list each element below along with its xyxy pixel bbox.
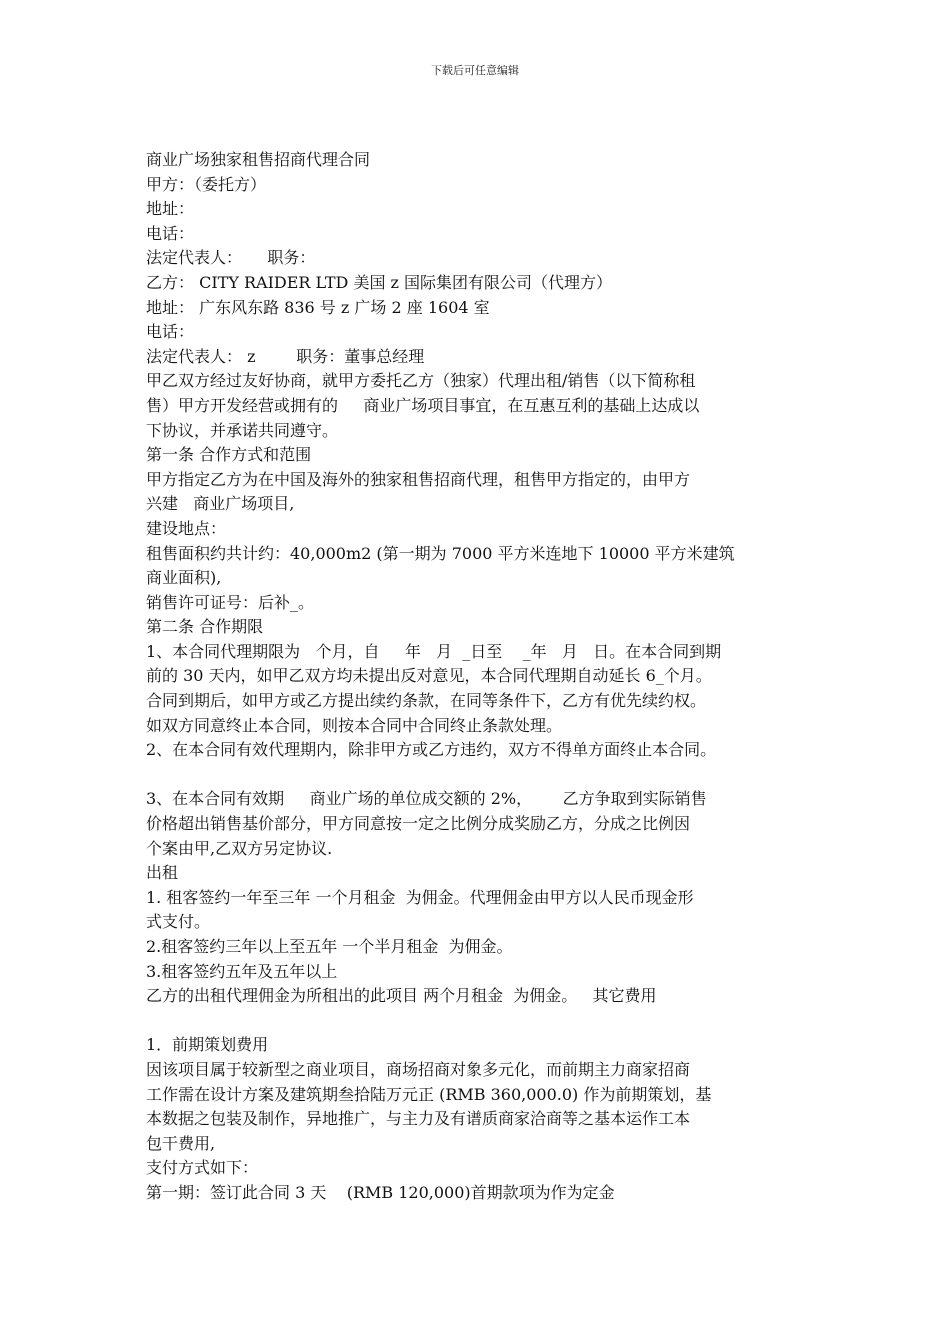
document-line: 地址： [146, 199, 195, 219]
document-line: 甲方指定乙方为在中国及海外的独家租售招商代理，租售甲方指定的，由甲方 [146, 469, 691, 489]
document-line: 销售许可证号：后补_。 [146, 592, 315, 612]
document-line: 第一条 合作方式和范围 [146, 445, 312, 465]
document-line: 法定代表人： z 职务：董事总经理 [146, 346, 425, 366]
document-line: 本数据之包装及制作，异地推广，与主力及有谱质商家洽商等之基本运作工本 [146, 1109, 691, 1129]
document-line: 合同到期后，如甲方或乙方提出续约条款，在同等条件下，乙方有优先续约权。 [146, 691, 707, 711]
document-line: 价格超出销售基价部分，甲方同意按一定之比例分成奖励乙方，分成之比例因 [146, 814, 691, 834]
document-line: 3、在本合同有效期 商业广场的单位成交额的 2%， 乙方争取到实际销售 [146, 789, 707, 809]
document-line: 乙方的出租代理佣金为所租出的此项目 两个月租金 为佣金。 其它费用 [146, 986, 657, 1006]
page-header-note: 下载后可任意编辑 [431, 64, 519, 77]
document-line: 建设地点： [146, 518, 227, 538]
document-line: 乙方： CITY RAIDER LTD 美国 z 国际集团有限公司（代理方） [146, 272, 613, 292]
document-line: 甲方：（委托方） [146, 174, 267, 194]
document-line: 第一期：签订此合同 3 天 (RMB 120,000)首期款项为作为定金 [146, 1182, 615, 1202]
document-line: 电话： [146, 322, 195, 342]
document-line: 地址： 广东风东路 836 号 z 广场 2 座 1604 室 [146, 297, 490, 317]
document-line: 法定代表人： 职务： [146, 248, 316, 268]
document-line: 甲乙双方经过友好协商，就甲方委托乙方（独家）代理出租/销售（以下简称租 [146, 371, 696, 391]
document-line: 式支付。 [146, 912, 211, 932]
document-line: 租售面积约共计约：40,000m2 (第一期为 7000 平方米连地下 10000 平方米建筑 [146, 543, 735, 563]
document-line: 商业广场独家租售招商代理合同 [146, 150, 371, 169]
document-line: 3.租客签约五年及五年以上 [146, 961, 338, 981]
document-line: 因该项目属于较新型之商业项目，商场招商对象多元化，而前期主力商家招商 [146, 1059, 691, 1079]
blank-line [146, 1009, 816, 1034]
document-line: 1．前期策划费用 [146, 1035, 269, 1055]
document-line: 工作需在设计方案及建筑期叁拾陆万元正 (RMB 360,000.0) 作为前期策划，基 [146, 1084, 712, 1104]
document-line: 出租 [146, 863, 179, 883]
document-line: 1. 租客签约一年至三年 一个月租金 为佣金。代理佣金由甲方以人民币现金形 [146, 887, 694, 907]
document-line: 支付方式如下： [146, 1158, 259, 1178]
blank-line [146, 763, 816, 788]
document-line: 电话： [146, 223, 195, 243]
document-line: 1、本合同代理期限为 个月，自 年 月 _日至 _年 月 日。在本合同到期 [146, 641, 722, 661]
document-body [146, 148, 816, 1206]
document-line: 包干费用, [146, 1133, 216, 1153]
document-line: 2、在本合同有效代理期内，除非甲方或乙方违约，双方不得单方面终止本合同。 [146, 740, 717, 760]
document-line: 前的 30 天内，如甲乙双方均未提出反对意见，本合同代理期自动延长 6_个月。 [146, 666, 712, 686]
document-line: 下协议，并承诺共同遵守。 [146, 420, 339, 440]
document-line: 个案由甲,乙双方另定协议. [146, 838, 333, 858]
document-line: 售）甲方开发经营或拥有的 商业广场项目事宜，在互惠互利的基础上达成以 [146, 395, 700, 415]
document-line: 第二条 合作期限 [146, 617, 264, 637]
document-line: 兴建 商业广场项目, [146, 494, 295, 514]
document-line: 如双方同意终止本合同，则按本合同中合同终止条款处理。 [146, 715, 563, 735]
document-line: 商业面积), [146, 568, 222, 588]
document-line: 2.租客签约三年以上至五年 一个半月租金 为佣金。 [146, 937, 513, 956]
